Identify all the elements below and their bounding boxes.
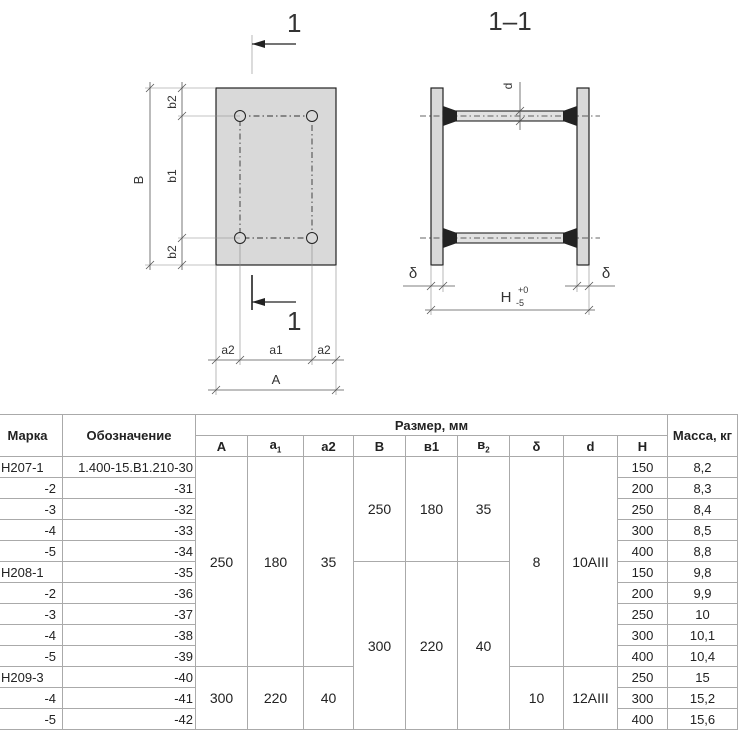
cell-mark: -5 — [0, 709, 63, 730]
label-delta-right: δ — [601, 265, 611, 282]
cell-A: 250 — [196, 457, 248, 667]
cell-mass: 9,9 — [668, 583, 738, 604]
label-A: A — [271, 372, 281, 387]
cell-designation: -39 — [63, 646, 196, 667]
header-H: H — [618, 436, 668, 457]
cell-d: 10AIII — [564, 457, 618, 667]
left-plate — [431, 88, 443, 265]
cell-H: 300 — [618, 625, 668, 646]
cell-mark: Н208-1 — [0, 562, 63, 583]
header-a2: a2 — [304, 436, 354, 457]
cell-designation: -40 — [63, 667, 196, 688]
label-b2-top: b2 — [165, 95, 179, 109]
specification-table — [0, 414, 738, 730]
cell-H: 300 — [618, 688, 668, 709]
cell-designation: -31 — [63, 478, 196, 499]
section-mark-top: 1 — [287, 8, 302, 38]
header-d: d — [564, 436, 618, 457]
cell-designation: -33 — [63, 520, 196, 541]
cell-d: 12AIII — [564, 667, 618, 730]
header-A: A — [196, 436, 248, 457]
cell-mass: 8,8 — [668, 541, 738, 562]
label-delta-left: δ — [408, 265, 418, 282]
label-B: B — [131, 175, 146, 185]
header-b1: в1 — [406, 436, 458, 457]
cell-mass: 9,8 — [668, 562, 738, 583]
cell-mass: 15 — [668, 667, 738, 688]
cell-delta: 10 — [510, 667, 564, 730]
cell-designation: -34 — [63, 541, 196, 562]
cell-mass: 8,5 — [668, 520, 738, 541]
cell-H: 200 — [618, 583, 668, 604]
cell-mark: Н207-1 — [0, 457, 63, 478]
cell-mark: Н209-3 — [0, 667, 63, 688]
header-B: B — [354, 436, 406, 457]
cell-mass: 10 — [668, 604, 738, 625]
cell-designation: -38 — [63, 625, 196, 646]
header-size-group: Размер, мм — [196, 415, 668, 436]
cell-H: 200 — [618, 478, 668, 499]
label-a2-left: a2 — [221, 343, 235, 357]
cell-mark: -5 — [0, 541, 63, 562]
cell-H: 250 — [618, 604, 668, 625]
cell-H: 400 — [618, 541, 668, 562]
cell-b2: 35 — [458, 457, 510, 562]
label-H: H — [500, 289, 512, 306]
cell-designation: -42 — [63, 709, 196, 730]
header-mark: Марка — [0, 415, 63, 457]
label-a2-right: a2 — [317, 343, 331, 357]
cell-B: 250 — [354, 457, 406, 562]
cell-designation: -35 — [63, 562, 196, 583]
cell-designation: -37 — [63, 604, 196, 625]
label-H-tol-lower: -5 — [516, 298, 525, 308]
cell-designation: -41 — [63, 688, 196, 709]
cell-mark: -3 — [0, 604, 63, 625]
cell-mark: -4 — [0, 520, 63, 541]
cell-mass: 10,4 — [668, 646, 738, 667]
cell-H: 250 — [618, 667, 668, 688]
cell-a1: 180 — [248, 457, 304, 667]
label-d: d — [501, 82, 515, 90]
cell-mass: 15,6 — [668, 709, 738, 730]
header-designation: Обозначение — [63, 415, 196, 457]
cell-a2: 35 — [304, 457, 354, 667]
header-mass: Масса, кг — [668, 415, 738, 457]
label-b1: b1 — [165, 169, 179, 183]
cell-H: 150 — [618, 562, 668, 583]
cell-mark: -2 — [0, 583, 63, 604]
cell-mass: 10,1 — [668, 625, 738, 646]
cell-mark: -2 — [0, 478, 63, 499]
cell-mass: 8,3 — [668, 478, 738, 499]
table-row — [0, 457, 738, 478]
cell-H: 250 — [618, 499, 668, 520]
cell-mass: 15,2 — [668, 688, 738, 709]
cell-H: 400 — [618, 709, 668, 730]
cell-b1: 180 — [406, 457, 458, 562]
cell-designation: -32 — [63, 499, 196, 520]
header-b2: $в_2$ — [458, 436, 510, 457]
hole — [307, 111, 318, 122]
label-H-tol-upper: +0 — [518, 285, 529, 295]
cell-H: 150 — [618, 457, 668, 478]
right-plate — [577, 88, 589, 265]
section-title: 1–1 — [488, 6, 532, 36]
cell-mark: -4 — [0, 625, 63, 646]
cell-mass: 8,2 — [668, 457, 738, 478]
cell-designation: 1.400-15.В1.210-30 — [63, 457, 196, 478]
table-row — [0, 562, 738, 583]
hole — [307, 233, 318, 244]
cell-A: 300 — [196, 667, 248, 730]
header-a1: $a_1$ — [248, 436, 304, 457]
cell-a2: 40 — [304, 667, 354, 730]
cell-delta: 8 — [510, 457, 564, 667]
cell-B: 300 — [354, 562, 406, 730]
header-delta: δ — [510, 436, 564, 457]
label-b2-bottom: b2 — [165, 245, 179, 259]
cell-a1: 220 — [248, 667, 304, 730]
cell-b1: 220 — [406, 562, 458, 730]
cell-mark: -5 — [0, 646, 63, 667]
cell-H: 300 — [618, 520, 668, 541]
cell-mark: -4 — [0, 688, 63, 709]
cell-H: 400 — [618, 646, 668, 667]
section-mark-bottom: 1 — [287, 306, 302, 336]
cell-mass: 8,4 — [668, 499, 738, 520]
label-a1: a1 — [269, 343, 283, 357]
cell-mark: -3 — [0, 499, 63, 520]
cell-b2: 40 — [458, 562, 510, 730]
cell-designation: -36 — [63, 583, 196, 604]
